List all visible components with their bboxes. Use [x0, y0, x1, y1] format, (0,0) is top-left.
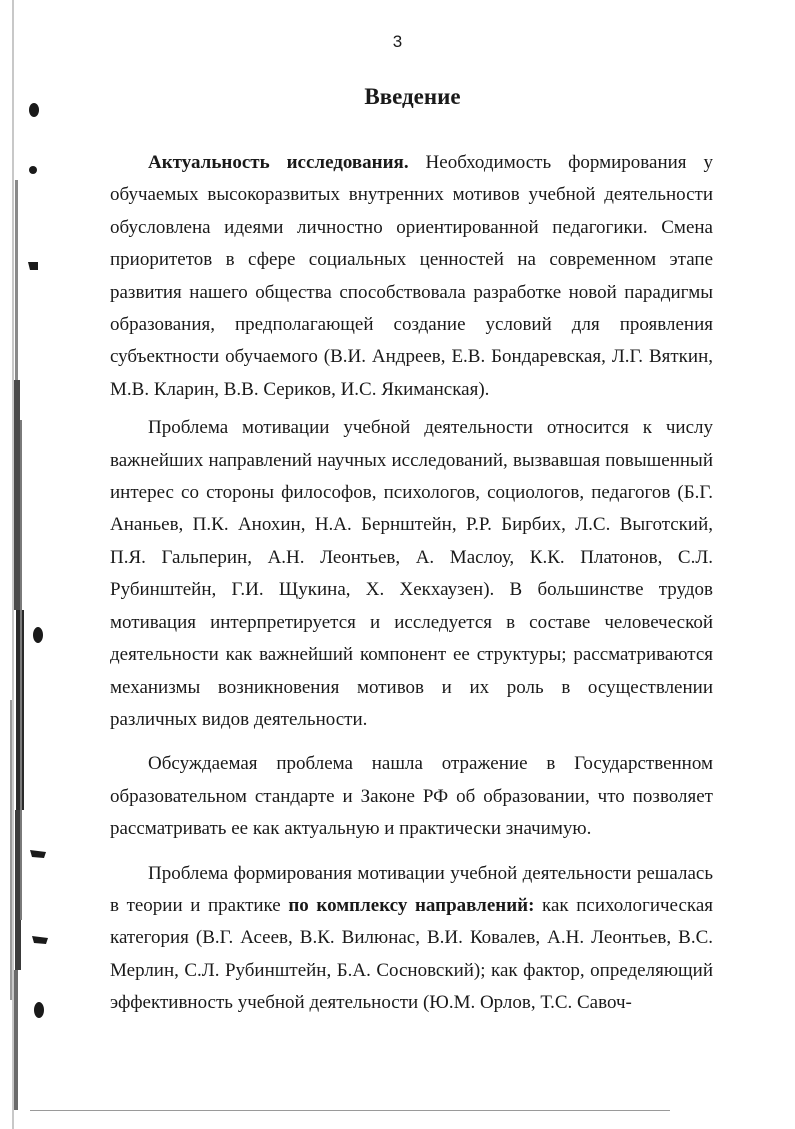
body-text	[110, 147, 713, 1020]
paragraph-relevance	[110, 147, 713, 406]
paragraph-text: Проблема мотивации учебной деятельности относится к числу важнейших направлений научных исследований, вызвавшая повышенный интерес со стороны философов, психологов, социологов, педагогов (Б.Г. Ананьев, П.К. Анохин, Н.А. Бернштейн, Р.Р. Бирбих, Л.С. Выготский, П.Я. Гальперин, А.Н. Леонтьев, А. Маслоу, К.К. Платонов, С.Л. Рубинштейн, Г.И. Щукина, Х. Хекхаузен). В большинстве трудов мотивация интерпретируется и исследуется в составе человеческой деятельности как важнейший компонент ее структуры; рассматриваются механизмы возникновения мотивов и их роль в осуществлении различных видов деятельности.	[110, 417, 713, 730]
scan-bottom-rule	[30, 1110, 670, 1111]
page-number: 3	[392, 32, 403, 51]
relevance-heading: Актуальность исследования.	[148, 152, 409, 173]
scan-edge-artifacts	[0, 0, 50, 1129]
paragraph-motivation-problem	[110, 412, 713, 736]
paragraph-text: Необходимость формирования у обучаемых высокоразвитых внутренних мотивов учебной деятельности обусловлена идеями личностно ориентированной педагогики. Смена приоритетов в сфере социальных ценностей на современном этапе развития нашего общества способствовала разработке новой парадигмы образования, предполагающей создание условий для проявления субъектности обучаемого (В.И. Андреев, Е.В. Бондаревская, Л.Г. Вяткин, М.В. Кларин, В.В. Сериков, И.С. Якиманская).	[110, 152, 713, 400]
directions-emphasis: по комплексу направлений:	[288, 894, 535, 916]
paragraph-state-standard	[110, 748, 713, 845]
page-title: Введение	[364, 84, 461, 109]
paragraph-directions	[110, 858, 713, 1020]
paragraph-text: Проблема формирования мотивации учебной деятельности решалась в теории и практике	[110, 862, 713, 916]
paragraph-text: как психологическая категория (В.Г. Асеев, В.К. Вилюнас, В.И. Ковалев, А.Н. Леонтьев, В.С. Мерлин, С.Л. Рубинштейн, Б.А. Сосновский); как фактор, определяющий эффективность учебной деятельности (Ю.М. Орлов, Т.С. Савоч-	[110, 894, 713, 1014]
paragraph-text: Обсуждаемая проблема нашла отражение в Государственном образовательном стандарте и Законе РФ об образовании, что позволяет рассматривать ее как актуальную и практически значимую.	[110, 753, 713, 840]
